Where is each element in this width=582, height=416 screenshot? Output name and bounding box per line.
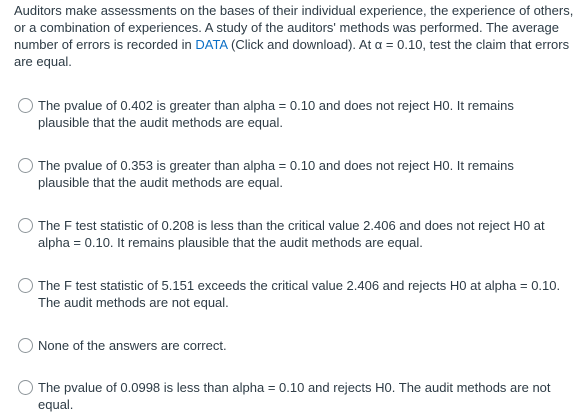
radio-button[interactable] <box>18 338 33 353</box>
answer-option-3[interactable] <box>18 217 568 251</box>
radio-button[interactable] <box>18 98 33 113</box>
radio-button[interactable] <box>18 278 33 293</box>
question-text-part2: (Click and download). At α = 0.10, test the claim that errors are equal. <box>14 37 570 69</box>
radio-button[interactable] <box>18 380 33 395</box>
answer-option-6[interactable] <box>18 379 568 413</box>
answer-option-1[interactable] <box>18 97 568 131</box>
answer-option-2[interactable] <box>18 157 568 191</box>
data-download-link[interactable]: DATA <box>195 37 228 52</box>
answer-option-label: The F test statistic of 0.208 is less than the critical value 2.406 and does not reject H0 at alpha = 0.10. It remains plausible that the audit methods are equal. <box>38 218 545 250</box>
answer-option-label: The pvalue of 0.402 is greater than alpha = 0.10 and does not reject H0. It remains plausible that the audit methods are equal. <box>38 98 514 130</box>
answer-option-label: The pvalue of 0.353 is greater than alpha = 0.10 and does not reject H0. It remains plausible that the audit methods are equal. <box>38 158 514 190</box>
answer-option-4[interactable] <box>18 277 568 311</box>
question-text <box>14 2 574 70</box>
answer-option-5[interactable] <box>18 337 568 354</box>
radio-button[interactable] <box>18 158 33 173</box>
answer-option-label: The pvalue of 0.0998 is less than alpha = 0.10 and rejects H0. The audit methods are not equal. <box>38 380 551 412</box>
answer-option-label: None of the answers are correct. <box>38 338 227 353</box>
answer-option-label: The F test statistic of 5.151 exceeds the critical value 2.406 and rejects H0 at alpha = 0.10. The audit methods are not equal. <box>38 278 561 310</box>
question-text-part1: Auditors make assessments on the bases of their individual experience, the experience of others, or a combination of experiences. A study of the auditors' methods was performed. The average number of errors is recorded in <box>14 3 574 52</box>
radio-button[interactable] <box>18 218 33 233</box>
